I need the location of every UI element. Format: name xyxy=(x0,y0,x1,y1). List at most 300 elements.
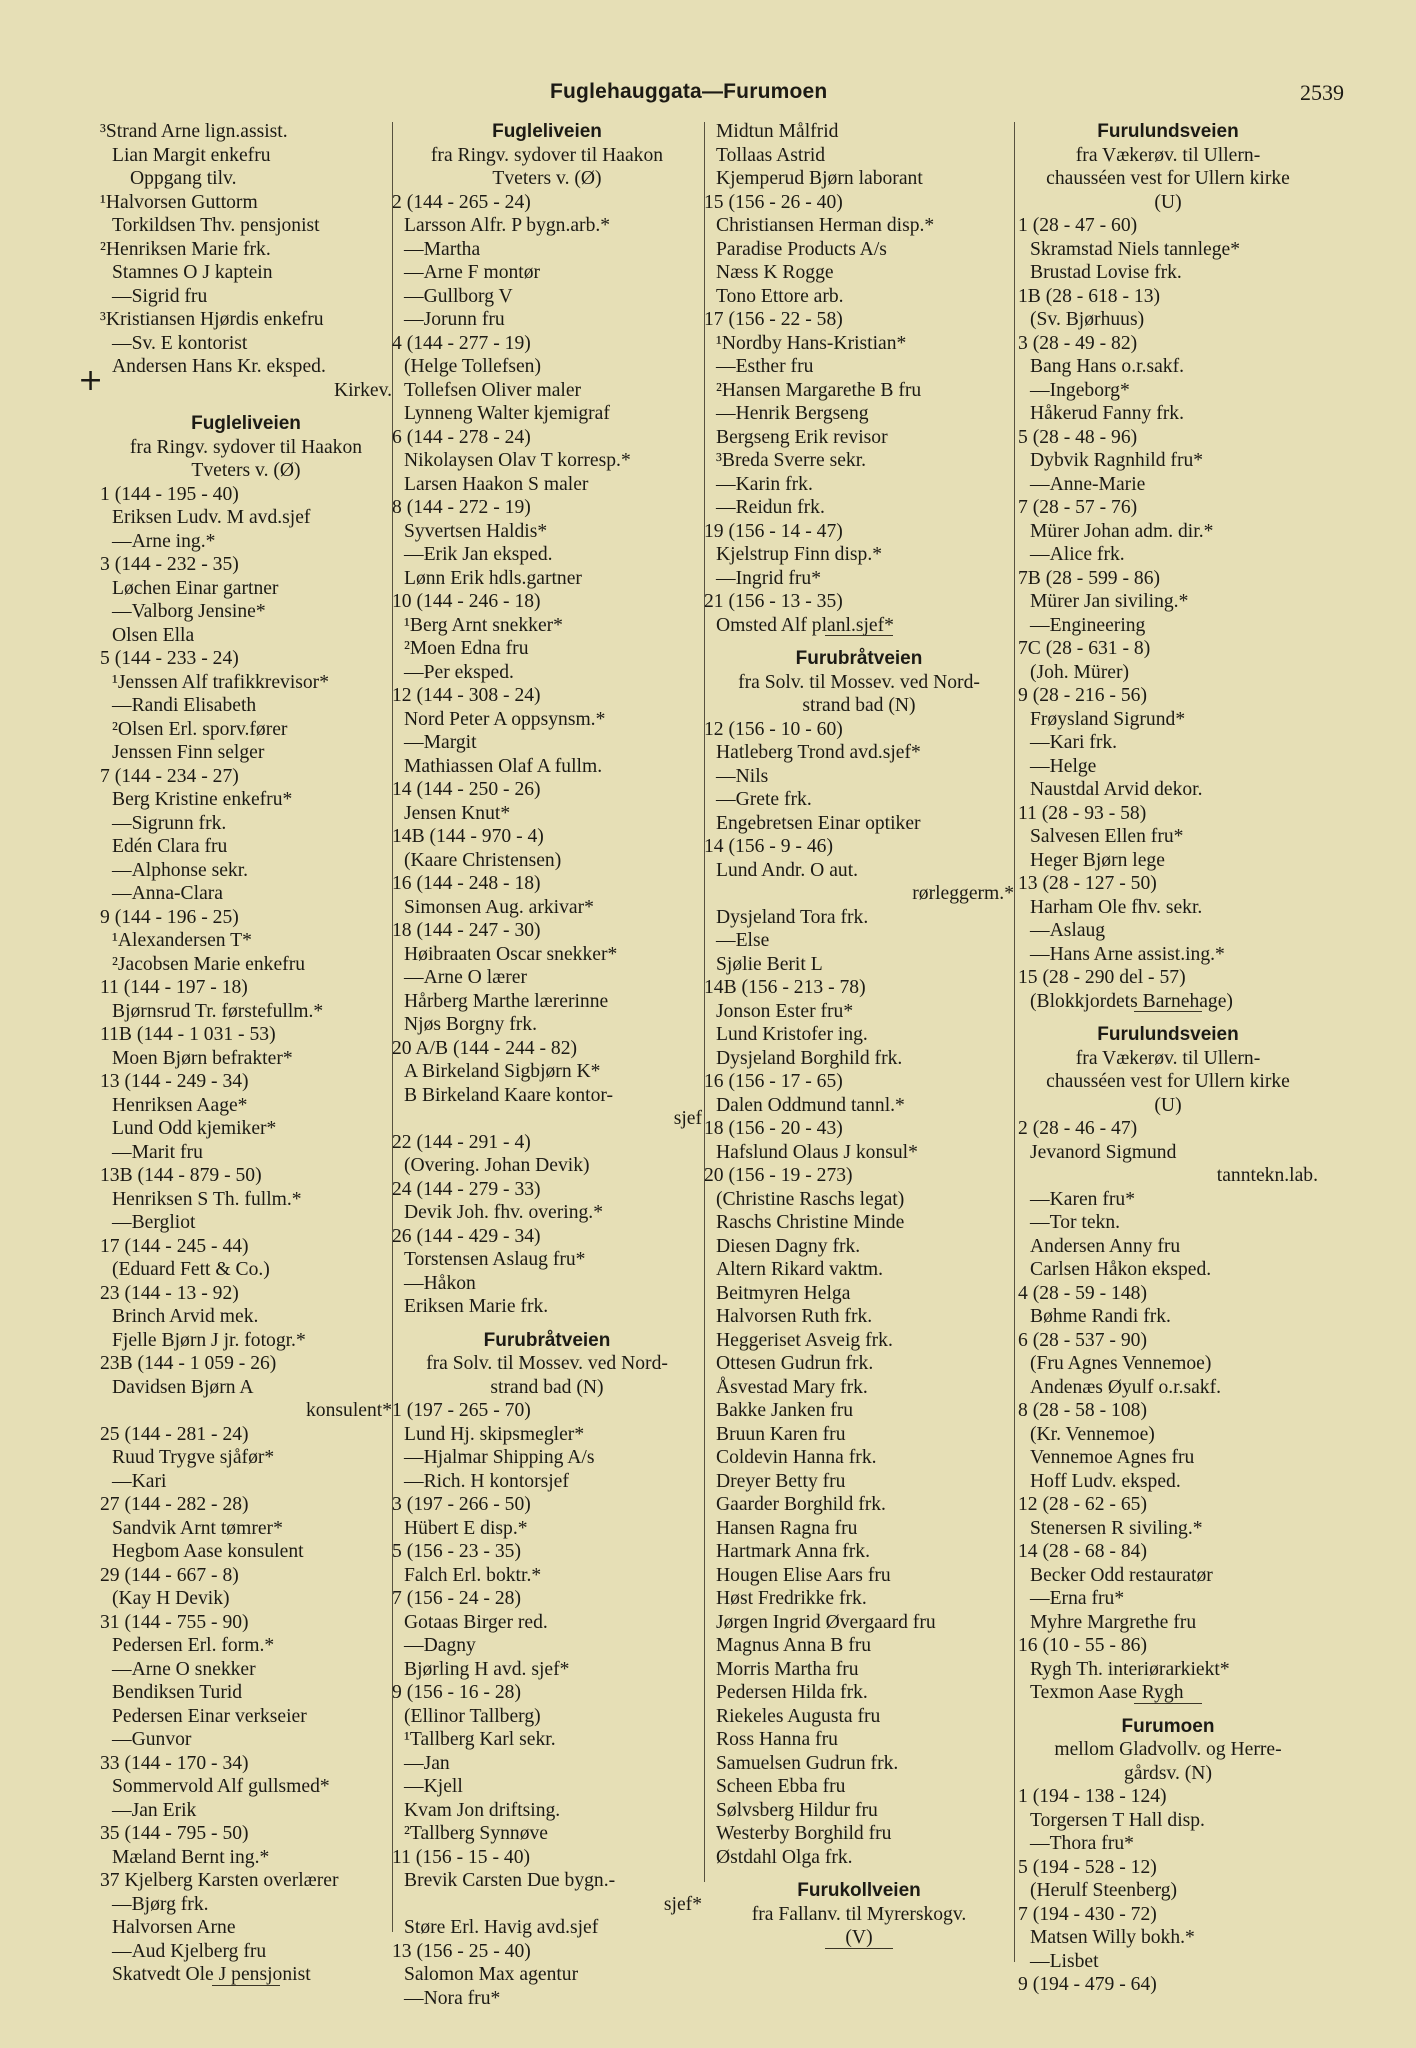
resident-entry: Salomon Max agentur xyxy=(404,1964,579,1985)
address-entry: 13B (144 - 879 - 50) xyxy=(100,1165,262,1186)
address-entry: 3 (144 - 232 - 35) xyxy=(100,554,239,575)
resident-entry: —Valborg Jensine* xyxy=(112,601,266,622)
resident-entry: Andersen Anny fru xyxy=(1030,1235,1181,1257)
resident-entry: Syvertsen Haldis* xyxy=(404,520,548,542)
resident-entry: (Kr. Vennemoe) xyxy=(1030,1423,1155,1445)
street-heading: Fugleliveien xyxy=(191,413,301,434)
resident-entry: Bøhme Randi frk. xyxy=(1030,1306,1171,1327)
resident-entry: Falch Erl. boktr.* xyxy=(404,1564,542,1586)
section-gap xyxy=(392,1319,702,1329)
resident-entry: Jenssen Finn selger xyxy=(112,742,265,763)
resident-entry: Hatleberg Trond avd.sjef* xyxy=(716,742,921,763)
resident-entry: (Kaare Christensen) xyxy=(404,849,562,871)
resident-entry: Vennemoe Agnes fru xyxy=(1030,1447,1195,1468)
address-entry: 1 (194 - 138 - 124) xyxy=(1018,1786,1167,1807)
resident-entry: Løchen Einar gartner xyxy=(112,577,279,599)
resident-entry: (Christine Raschs legat) xyxy=(716,1188,905,1210)
resident-entry: —Sigrid fru xyxy=(112,285,208,307)
address-entry: 7 (28 - 57 - 76) xyxy=(1018,497,1138,518)
resident-entry: Lønn Erik hdls.gartner xyxy=(404,567,582,589)
resident-entry: Hansen Ragna fru xyxy=(716,1517,858,1539)
resident-entry: Hübert E disp.* xyxy=(404,1517,528,1539)
resident-entry: Raschs Christine Minde xyxy=(716,1212,905,1233)
resident-entry: —Aud Kjelberg fru xyxy=(112,1940,267,1962)
resident-entry: —Ingrid fru* xyxy=(716,567,822,589)
resident-entry: Lian Margit enkefru xyxy=(112,144,271,166)
resident-entry: Sølvsberg Hildur fru xyxy=(716,1799,878,1821)
resident-entry: Berg Kristine enkefru* xyxy=(112,789,293,810)
address-entry: 11 (144 - 197 - 18) xyxy=(100,977,248,998)
resident-entry: Myhre Margrethe fru xyxy=(1030,1611,1197,1633)
address-entry: 29 (144 - 667 - 8) xyxy=(100,1564,239,1586)
address-entry: 10 (144 - 246 - 18) xyxy=(392,591,541,612)
resident-entry: —Jan xyxy=(404,1752,450,1774)
address-entry: 2 (28 - 46 - 47) xyxy=(1018,1118,1138,1139)
resident-entry: Nord Peter A oppsynsm.* xyxy=(404,708,606,730)
resident-entry: Kvam Jon driftsing. xyxy=(404,1799,561,1821)
resident-entry: —Kjell xyxy=(404,1776,463,1797)
street-description: (V) xyxy=(845,1927,873,1948)
address-entry: 20 (156 - 19 - 273) xyxy=(704,1165,853,1186)
resident-entry: Bendiksen Turid xyxy=(112,1682,243,1703)
street-heading: Furulundsveien xyxy=(1097,121,1239,142)
resident-entry: —Lisbet xyxy=(1030,1950,1099,1972)
resident-entry: —Kari xyxy=(112,1470,167,1492)
address-entry: 27 (144 - 282 - 28) xyxy=(100,1494,249,1515)
resident-entry: Samuelsen Gudrun frk. xyxy=(716,1752,899,1774)
page-number: 2539 xyxy=(1300,80,1344,105)
resident-entry: Torkildsen Thv. pensjonist xyxy=(112,215,320,236)
street-heading: Fugleliveien xyxy=(492,121,602,142)
resident-entry: konsulent* xyxy=(306,1400,392,1421)
resident-entry: —Bjørg frk. xyxy=(112,1893,209,1915)
resident-entry: ¹Berg Arnt snekker* xyxy=(404,614,563,636)
directory-column-2 xyxy=(392,120,702,2010)
resident-entry: Dybvik Ragnhild fru* xyxy=(1030,450,1204,471)
resident-entry: —Bergliot xyxy=(112,1212,196,1233)
address-entry: 16 (10 - 55 - 86) xyxy=(1018,1635,1147,1656)
address-entry: ³Kristiansen Hjørdis enkefru xyxy=(100,309,324,330)
resident-entry: —Hans Arne assist.ing.* xyxy=(1030,943,1225,965)
address-entry: 11B (144 - 1 031 - 53) xyxy=(100,1024,276,1045)
address-entry: 9 (194 - 479 - 64) xyxy=(1018,1974,1157,1995)
resident-entry: Tollaas Astrid xyxy=(716,144,826,166)
address-entry: 16 (156 - 17 - 65) xyxy=(704,1071,843,1092)
address-entry: 33 (144 - 170 - 34) xyxy=(100,1752,249,1774)
resident-entry: —Grete frk. xyxy=(716,789,812,810)
resident-entry: Torgersen T Hall disp. xyxy=(1030,1809,1205,1831)
resident-entry: —Margit xyxy=(404,732,477,753)
resident-entry: Simonsen Aug. arkivar* xyxy=(404,896,594,918)
resident-entry: Riekeles Augusta fru xyxy=(716,1705,881,1727)
address-entry: 31 (144 - 755 - 90) xyxy=(100,1611,249,1633)
resident-entry: Texmon Aase Rygh xyxy=(1030,1682,1184,1703)
resident-entry: (Eduard Fett & Co.) xyxy=(112,1259,270,1280)
resident-entry: ¹Jenssen Alf trafikkrevisor* xyxy=(112,671,330,693)
resident-entry: Omsted Alf planl.sjef* xyxy=(716,614,894,636)
street-description: strand bad (N) xyxy=(490,1376,604,1398)
resident-entry: sjef xyxy=(673,1108,702,1129)
resident-entry: —Per eksped. xyxy=(404,661,514,683)
resident-entry: Kjelstrup Finn disp.* xyxy=(716,544,883,565)
resident-entry: Salvesen Ellen fru* xyxy=(1030,826,1184,847)
resident-entry: —Rich. H kontorsjef xyxy=(404,1470,569,1492)
street-description: fra Vækerøv. til Ullern- xyxy=(1075,144,1261,166)
resident-entry: Andersen Hans Kr. eksped. xyxy=(112,356,326,377)
resident-entry: Dalen Oddmund tannl.* xyxy=(716,1094,905,1116)
column-divider xyxy=(1014,122,1015,1962)
resident-entry: Høst Fredrikke frk. xyxy=(716,1588,867,1609)
resident-entry: (Fru Agnes Vennemoe) xyxy=(1030,1353,1212,1374)
resident-entry: Høibraaten Oscar snekker* xyxy=(404,943,618,965)
resident-entry: Altern Rikard vaktm. xyxy=(716,1259,884,1280)
address-entry: 9 (144 - 196 - 25) xyxy=(100,906,239,928)
resident-entry: Becker Odd restauratør xyxy=(1030,1564,1213,1586)
street-description: fra Solv. til Mossev. ved Nord- xyxy=(426,1353,668,1374)
address-entry: ¹Halvorsen Guttorm xyxy=(100,191,258,213)
resident-entry: Edén Clara fru xyxy=(112,836,228,857)
resident-entry: —Anne-Marie xyxy=(1030,473,1146,495)
resident-entry: —Gullborg V xyxy=(404,285,513,307)
street-description: fra Vækerøv. til Ullern- xyxy=(1075,1047,1261,1069)
resident-entry: —Arne F montør xyxy=(404,262,541,283)
address-entry: 7B (28 - 599 - 86) xyxy=(1018,567,1161,589)
margin-cross-mark: + xyxy=(78,363,104,398)
resident-entry: Larsson Alfr. P bygn.arb.* xyxy=(404,215,611,236)
resident-entry: —Sv. E kontorist xyxy=(112,332,248,354)
resident-entry: Christiansen Herman disp.* xyxy=(716,215,935,236)
resident-entry: Mathiassen Olaf A fullm. xyxy=(404,755,603,777)
resident-entry: Diesen Dagny frk. xyxy=(716,1235,861,1257)
section-separator xyxy=(704,637,1014,647)
resident-entry: ²Hansen Margarethe B fru xyxy=(716,379,922,401)
resident-entry: Mürer Jan siviling.* xyxy=(1030,591,1189,612)
resident-entry: —Dagny xyxy=(404,1635,476,1656)
address-entry: 11 (156 - 15 - 40) xyxy=(392,1846,531,1868)
address-entry: 37 Kjelberg Karsten overlærer xyxy=(100,1870,339,1891)
resident-entry: Ottesen Gudrun frk. xyxy=(716,1353,874,1374)
address-entry: ²Henriksen Marie frk. xyxy=(100,238,271,260)
address-entry: 5 (194 - 528 - 12) xyxy=(1018,1856,1157,1878)
address-entry: 9 (156 - 16 - 28) xyxy=(392,1682,521,1703)
resident-entry: —Arne ing.* xyxy=(112,530,216,552)
directory-column-1 xyxy=(100,120,392,1997)
section-separator xyxy=(100,1987,392,1997)
address-entry: 3 (28 - 49 - 82) xyxy=(1018,332,1138,354)
address-entry: 6 (28 - 537 - 90) xyxy=(1018,1329,1147,1351)
resident-entry: —Martha xyxy=(404,238,481,260)
page-header xyxy=(0,80,1416,120)
resident-entry: Halvorsen Arne xyxy=(112,1917,236,1938)
resident-entry: —Sigrunn frk. xyxy=(112,812,227,834)
address-entry: 12 (156 - 10 - 60) xyxy=(704,718,843,740)
resident-entry: —Helge xyxy=(1030,755,1097,777)
resident-entry: —Engineering xyxy=(1030,614,1146,636)
address-entry: 4 (144 - 277 - 19) xyxy=(392,332,531,354)
page-title: Fuglehauggata—Furumoen xyxy=(550,80,828,103)
resident-entry: Davidsen Bjørn A xyxy=(112,1376,254,1398)
section-separator xyxy=(1018,1705,1318,1715)
address-entry: 9 (28 - 216 - 56) xyxy=(1018,685,1147,706)
resident-entry: —Henrik Bergseng xyxy=(716,403,869,424)
address-entry: 1B (28 - 618 - 13) xyxy=(1018,285,1161,307)
resident-entry: Halvorsen Ruth frk. xyxy=(716,1306,873,1327)
resident-entry: Støre Erl. Havig avd.sjef xyxy=(404,1917,599,1938)
address-entry: 13 (28 - 127 - 50) xyxy=(1018,873,1157,894)
resident-entry: ¹Tallberg Karl sekr. xyxy=(404,1729,556,1750)
resident-entry: Moen Bjørn befrakter* xyxy=(112,1047,293,1069)
resident-entry: Kirkev. xyxy=(333,379,392,401)
address-entry: 14 (156 - 9 - 46) xyxy=(704,836,833,857)
section-separator xyxy=(1018,1013,1318,1023)
resident-entry: rørleggerm.* xyxy=(912,883,1014,904)
section-separator xyxy=(704,1950,1014,1960)
address-entry: 4 (28 - 59 - 148) xyxy=(1018,1282,1147,1304)
street-heading: Furubråtveien xyxy=(483,1329,611,1351)
street-description: gårdsv. (N) xyxy=(1124,1762,1212,1784)
resident-entry: Midtun Målfrid xyxy=(716,121,839,142)
resident-entry: Pedersen Hilda frk. xyxy=(716,1682,868,1703)
resident-entry: Bang Hans o.r.sakf. xyxy=(1030,356,1185,377)
street-description: (U) xyxy=(1154,1094,1182,1116)
address-entry: 7 (156 - 24 - 28) xyxy=(392,1588,521,1609)
resident-entry: Coldevin Hanna frk. xyxy=(716,1447,877,1468)
address-entry: 13 (144 - 249 - 34) xyxy=(100,1071,249,1092)
resident-entry: —Tor tekn. xyxy=(1030,1212,1121,1233)
resident-entry: —Erna fru* xyxy=(1030,1588,1125,1609)
address-entry: 22 (144 - 291 - 4) xyxy=(392,1131,531,1153)
section-gap xyxy=(704,1869,1014,1879)
resident-entry: ²Olsen Erl. sporv.fører xyxy=(112,718,288,740)
resident-entry: Næss K Rogge xyxy=(716,262,834,283)
resident-entry: Heger Bjørn lege xyxy=(1030,849,1165,871)
resident-entry: sjef* xyxy=(663,1893,702,1915)
street-description: fra Solv. til Mossev. ved Nord- xyxy=(738,671,980,693)
resident-entry: Lund Odd kjemiker* xyxy=(112,1118,277,1139)
street-description: fra Fallanv. til Myrerskogv. xyxy=(751,1903,967,1925)
resident-entry: Tollefsen Oliver maler xyxy=(404,379,582,401)
resident-entry: Magnus Anna B fru xyxy=(716,1635,872,1656)
resident-entry: (Ellinor Tallberg) xyxy=(404,1705,541,1727)
resident-entry: Pedersen Erl. form.* xyxy=(112,1635,275,1656)
resident-entry: Gaarder Borghild frk. xyxy=(716,1494,886,1515)
resident-entry: —Randi Elisabeth xyxy=(112,695,257,716)
resident-entry: Rygh Th. interiørarkiekt* xyxy=(1030,1658,1230,1680)
resident-entry: —Jan Erik xyxy=(112,1799,197,1821)
address-entry: 12 (28 - 62 - 65) xyxy=(1018,1494,1147,1515)
resident-entry: Dysjeland Tora frk. xyxy=(716,906,869,928)
resident-entry: Ruud Trygve sjåfør* xyxy=(112,1447,275,1468)
resident-entry: Bjørling H avd. sjef* xyxy=(404,1658,570,1680)
resident-entry: Devik Joh. fhv. overing.* xyxy=(404,1202,603,1223)
address-entry: 13 (156 - 25 - 40) xyxy=(392,1940,531,1962)
address-entry: 25 (144 - 281 - 24) xyxy=(100,1423,249,1445)
resident-entry: Jørgen Ingrid Øvergaard fru xyxy=(716,1611,936,1633)
resident-entry: —Håkon xyxy=(404,1272,476,1294)
resident-entry: Dysjeland Borghild frk. xyxy=(716,1047,903,1069)
resident-entry: tanntekn.lab. xyxy=(1216,1165,1318,1186)
resident-entry: —Jorunn fru xyxy=(404,309,505,330)
resident-entry: Engebretsen Einar optiker xyxy=(716,812,921,834)
street-description: (U) xyxy=(1154,191,1182,213)
resident-entry: Bjørnsrud Tr. førstefullm.* xyxy=(112,1000,324,1022)
directory-column-4 xyxy=(1018,120,1318,1997)
resident-entry: Hoff Ludv. eksped. xyxy=(1030,1470,1181,1492)
resident-entry: —Nils xyxy=(716,765,769,787)
directory-column-3 xyxy=(704,120,1014,1960)
address-entry: 15 (156 - 26 - 40) xyxy=(704,191,843,213)
resident-entry: Carlsen Håkon eksped. xyxy=(1030,1259,1212,1280)
address-entry: 2 (144 - 265 - 24) xyxy=(392,191,531,213)
resident-entry: Fjelle Bjørn J jr. fotogr.* xyxy=(112,1329,306,1351)
address-entry: 14B (156 - 213 - 78) xyxy=(704,977,866,998)
resident-entry: Oppgang tilv. xyxy=(130,168,237,189)
address-entry: 23 (144 - 13 - 92) xyxy=(100,1282,239,1304)
resident-entry: —Else xyxy=(716,930,770,951)
resident-entry: —Marit fru xyxy=(112,1141,203,1163)
resident-entry: —Alice frk. xyxy=(1030,544,1125,565)
street-description: chausséen vest for Ullern kirke xyxy=(1046,1071,1290,1092)
resident-entry: Håkerud Fanny frk. xyxy=(1030,403,1184,424)
resident-entry: B Birkeland Kaare kontor- xyxy=(404,1084,614,1106)
address-entry: 14 (144 - 250 - 26) xyxy=(392,779,541,800)
address-entry: 17 (144 - 245 - 44) xyxy=(100,1235,249,1257)
resident-entry: Jensen Knut* xyxy=(404,802,511,824)
resident-entry: Larsen Haakon S maler xyxy=(404,473,589,495)
resident-entry: —Reidun frk. xyxy=(716,497,825,518)
address-entry: 5 (144 - 233 - 24) xyxy=(100,648,239,669)
resident-entry: Bruun Karen fru xyxy=(716,1423,846,1445)
resident-entry: (Helge Tollefsen) xyxy=(404,356,542,377)
resident-entry: Hårberg Marthe lærerinne xyxy=(404,990,609,1012)
resident-entry: Lund Hj. skipsmegler* xyxy=(404,1423,585,1445)
resident-entry: —Hjalmar Shipping A/s xyxy=(404,1447,595,1468)
resident-entry: Gotaas Birger red. xyxy=(404,1611,548,1633)
resident-entry: Østdahl Olga frk. xyxy=(716,1846,853,1868)
address-entry: 23B (144 - 1 059 - 26) xyxy=(100,1353,277,1374)
resident-entry: Bakke Janken fru xyxy=(716,1400,854,1421)
resident-entry: —Kari frk. xyxy=(1030,732,1118,753)
street-heading: Furumoen xyxy=(1121,1715,1215,1737)
resident-entry: Harham Ole fhv. sekr. xyxy=(1030,896,1203,918)
address-entry: 6 (144 - 278 - 24) xyxy=(392,426,531,448)
resident-entry: —Nora fru* xyxy=(404,1987,501,2009)
resident-entry: Naustdal Arvid dekor. xyxy=(1030,779,1203,800)
resident-entry: A Birkeland Sigbjørn K* xyxy=(404,1061,601,1082)
resident-entry: —Anna-Clara xyxy=(112,883,223,904)
resident-entry: Henriksen Aage* xyxy=(112,1094,248,1116)
resident-entry: Torstensen Aslaug fru* xyxy=(404,1249,586,1270)
resident-entry: ¹Alexandersen T* xyxy=(112,930,252,951)
resident-entry: —Aslaug xyxy=(1030,920,1106,941)
resident-entry: Skatvedt Ole J pensjonist xyxy=(112,1964,311,1985)
address-entry: 18 (144 - 247 - 30) xyxy=(392,920,541,941)
resident-entry: —Arne O lærer xyxy=(404,967,527,988)
resident-entry: Matsen Willy bokh.* xyxy=(1030,1927,1195,1948)
resident-entry: Sandvik Arnt tømrer* xyxy=(112,1517,283,1539)
resident-entry: Jevanord Sigmund xyxy=(1030,1141,1177,1163)
address-entry: 24 (144 - 279 - 33) xyxy=(392,1178,541,1200)
resident-entry: Brinch Arvid mek. xyxy=(112,1306,259,1327)
address-entry: 17 (156 - 22 - 58) xyxy=(704,309,843,330)
resident-entry: Ross Hanna fru xyxy=(716,1729,838,1750)
resident-entry: ²Tallberg Synnøve xyxy=(404,1823,548,1844)
address-entry: 26 (144 - 429 - 34) xyxy=(392,1225,541,1247)
resident-entry: Pedersen Einar verkseier xyxy=(112,1705,307,1727)
resident-entry: Sjølie Berit L xyxy=(716,953,823,975)
address-entry: 12 (144 - 308 - 24) xyxy=(392,685,541,706)
resident-entry: —Gunvor xyxy=(112,1729,192,1750)
resident-entry: Paradise Products A/s xyxy=(716,238,887,260)
resident-entry: ³Breda Sverre sekr. xyxy=(716,450,867,471)
address-entry: 19 (156 - 14 - 47) xyxy=(704,520,843,542)
resident-entry: Scheen Ebba fru xyxy=(716,1776,846,1797)
street-description: Tveters v. (Ø) xyxy=(191,460,301,481)
resident-entry: Eriksen Ludv. M avd.sjef xyxy=(112,507,311,528)
resident-entry: Lund Andr. O aut. xyxy=(716,859,859,881)
resident-entry: Hougen Elise Aars fru xyxy=(716,1564,891,1586)
resident-entry: Lynneng Walter kjemigraf xyxy=(404,403,610,424)
resident-entry: Hegbom Aase konsulent xyxy=(112,1541,304,1562)
resident-entry: Kjemperud Bjørn laborant xyxy=(716,168,923,189)
resident-entry: Njøs Borgny frk. xyxy=(404,1014,537,1035)
address-entry: 8 (144 - 272 - 19) xyxy=(392,497,531,518)
resident-entry: Åsvestad Mary frk. xyxy=(716,1376,868,1398)
resident-entry: Hartmark Anna frk. xyxy=(716,1541,870,1562)
resident-entry: —Ingeborg* xyxy=(1030,379,1130,401)
resident-entry: (Herulf Steenberg) xyxy=(1030,1880,1178,1901)
resident-entry: ²Moen Edna fru xyxy=(404,638,529,659)
address-entry: 14 (28 - 68 - 84) xyxy=(1018,1541,1147,1562)
resident-entry: Bergseng Erik revisor xyxy=(716,426,888,448)
resident-entry: Nikolaysen Olav T korresp.* xyxy=(404,450,631,471)
resident-entry: Beitmyren Helga xyxy=(716,1282,851,1304)
section-gap xyxy=(100,402,392,412)
street-description: chausséen vest for Ullern kirke xyxy=(1046,168,1290,189)
address-entry: 3 (197 - 266 - 50) xyxy=(392,1494,531,1515)
address-entry: 1 (28 - 47 - 60) xyxy=(1018,215,1138,236)
resident-entry: (Overing. Johan Devik) xyxy=(404,1155,590,1176)
resident-entry: Eriksen Marie frk. xyxy=(404,1296,549,1317)
address-entry: 1 (144 - 195 - 40) xyxy=(100,483,239,505)
resident-entry: —Karin frk. xyxy=(716,473,813,495)
street-description: mellom Gladvollv. og Herre- xyxy=(1054,1739,1282,1760)
resident-entry: —Arne O snekker xyxy=(112,1658,256,1680)
street-description: fra Ringv. sydover til Haakon xyxy=(430,144,664,166)
resident-entry: Heggeriset Asveig frk. xyxy=(716,1329,893,1351)
resident-entry: Henriksen S Th. fullm.* xyxy=(112,1188,302,1210)
address-entry: 7 (194 - 430 - 72) xyxy=(1018,1903,1157,1925)
address-entry: 14B (144 - 970 - 4) xyxy=(392,826,544,847)
address-entry: 15 (28 - 290 del - 57) xyxy=(1018,967,1186,988)
street-heading: Furubråtveien xyxy=(795,648,923,669)
resident-entry: (Sv. Bjørhuus) xyxy=(1030,309,1145,330)
resident-entry: Mürer Johan adm. dir.* xyxy=(1030,520,1214,542)
street-description: strand bad (N) xyxy=(802,695,916,716)
resident-entry: Dreyer Betty fru xyxy=(716,1470,846,1492)
resident-entry: Morris Martha fru xyxy=(716,1658,859,1680)
resident-entry: Tono Ettore arb. xyxy=(716,285,844,307)
street-description: Tveters v. (Ø) xyxy=(492,168,602,189)
street-heading: Furukollveien xyxy=(797,1880,921,1901)
address-entry: 8 (28 - 58 - 108) xyxy=(1018,1400,1147,1421)
resident-entry: Skramstad Niels tannlege* xyxy=(1030,238,1241,260)
address-entry: 5 (156 - 23 - 35) xyxy=(392,1541,521,1562)
resident-entry: (Joh. Mürer) xyxy=(1030,661,1130,683)
resident-entry: —Thora fru* xyxy=(1030,1833,1134,1854)
resident-entry: Stamnes O J kaptein xyxy=(112,262,273,283)
resident-entry: Mæland Bernt ing.* xyxy=(112,1846,270,1868)
